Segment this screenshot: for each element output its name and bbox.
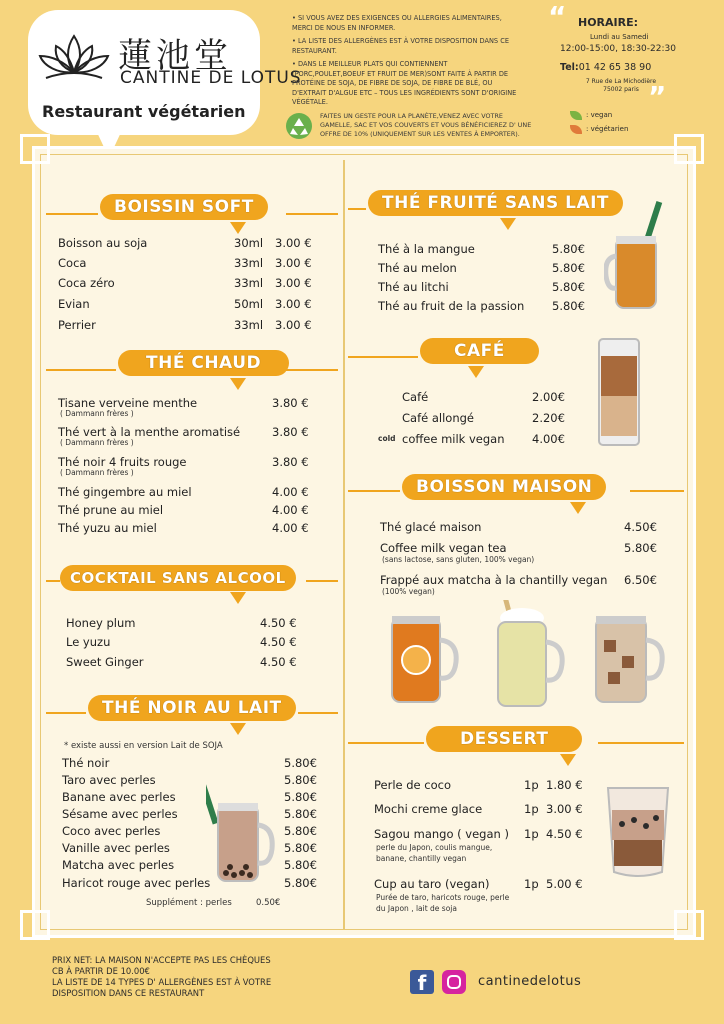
soft-item-price: 3.00 € xyxy=(275,276,312,290)
house-drinks-jars-icon xyxy=(388,600,668,710)
hours-box xyxy=(548,0,676,113)
the-noir-item-name: Thé noir xyxy=(62,756,110,770)
frame-corner xyxy=(674,134,704,164)
dessert-item-name: Mochi creme glace xyxy=(374,802,483,816)
the-noir-item-name: Haricot rouge avec perles xyxy=(62,876,211,890)
banner-tail xyxy=(230,378,246,390)
banner-tail xyxy=(230,592,246,604)
the-noir-item-name: Vanille avec perles xyxy=(62,841,170,855)
the-chaud-item-price: 4.00 € xyxy=(272,485,309,499)
maison-item-name: Thé glacé maison xyxy=(380,520,482,534)
dessert-item-unit: 1p xyxy=(524,778,539,792)
soft-item-name: Coca xyxy=(58,256,87,270)
soft-item-volume: 33ml xyxy=(234,256,264,270)
dessert-item-note: perle du Japon, coulis mangue, banane, chantilly vegan xyxy=(376,843,493,863)
restaurant-name: CANTINE DE LOTUS xyxy=(120,68,302,88)
cafe-item-price: 4.00€ xyxy=(532,432,565,446)
soft-item-volume: 33ml xyxy=(234,318,264,332)
fruite-item-name: Thé à la mangue xyxy=(378,242,475,256)
the-noir-item-price: 5.80€ xyxy=(284,824,317,838)
the-chaud-item-price: 4.00 € xyxy=(272,503,309,517)
dessert-item-price: 5.00 € xyxy=(546,877,583,891)
the-noir-item-price: 5.80€ xyxy=(284,773,317,787)
frame-corner xyxy=(20,134,50,164)
dessert-item-price: 1.80 € xyxy=(546,778,583,792)
the-chaud-item-price: 3.80 € xyxy=(272,396,309,410)
dessert-item-name: Cup au taro (vegan) xyxy=(374,877,490,891)
section-separator xyxy=(598,742,684,744)
frame-corner xyxy=(674,910,704,940)
soft-item-price: 3.00 € xyxy=(275,256,312,270)
section-separator xyxy=(348,208,366,210)
facebook-icon[interactable]: f xyxy=(410,970,434,994)
bubble-tea-jar-icon xyxy=(206,765,278,885)
the-noir-item-name: Banane avec perles xyxy=(62,790,176,804)
banner-tail xyxy=(230,723,246,735)
section-title-dessert: DESSERT xyxy=(426,726,582,752)
the-noir-item-name: Sésame avec perles xyxy=(62,807,178,821)
address-line-1: 7 Rue de La Michodière xyxy=(585,78,657,85)
dessert-cup-icon xyxy=(604,780,672,880)
soft-item-name: Evian xyxy=(58,297,90,311)
footer-notes xyxy=(52,955,322,999)
the-chaud-item-name: Tisane verveine menthe xyxy=(58,396,198,410)
section-separator xyxy=(272,369,338,371)
fruite-item-name: Thé au fruit de la passion xyxy=(378,299,525,313)
the-noir-item-price: 5.80€ xyxy=(284,807,317,821)
fruite-item-name: Thé au melon xyxy=(378,261,457,275)
the-chaud-item-name: Thé vert à la menthe aromatisé xyxy=(58,425,241,439)
the-noir-item-price: 5.80€ xyxy=(284,756,317,770)
the-noir-item-price: 5.80€ xyxy=(284,841,317,855)
hours-time: 12:00-15:00, 18:30-22:30 xyxy=(560,44,676,54)
maison-item-price: 4.50€ xyxy=(624,520,657,534)
vegan-leaf-icon xyxy=(570,111,582,120)
section-title-maison: BOISSON MAISON xyxy=(402,474,606,500)
quote-open-icon: “ xyxy=(548,0,567,33)
vegetarian-leaf-icon xyxy=(570,125,582,134)
section-separator xyxy=(46,712,86,714)
the-chaud-item-price: 3.80 € xyxy=(272,455,309,469)
section-separator xyxy=(306,580,338,582)
quote-close-icon: ” xyxy=(648,80,667,113)
hours-days: Lundi au Samedi xyxy=(590,33,649,41)
cafe-item-prefix: cold xyxy=(378,434,396,443)
soft-item-name: Perrier xyxy=(58,318,96,332)
banner-tail xyxy=(500,218,516,230)
the-noir-item-name: Matcha avec perles xyxy=(62,858,175,872)
the-chaud-item-price: 4.00 € xyxy=(272,521,309,535)
legend-vegan xyxy=(570,108,628,122)
the-chaud-item-note: ( Dammann frères ) xyxy=(60,438,134,447)
cafe-item-price: 2.20€ xyxy=(532,411,565,425)
dessert-item-note: Purée de taro, haricots rouge, perle du Japon , lait de soja xyxy=(376,893,510,913)
section-title-the-chaud: THÉ CHAUD xyxy=(118,350,289,376)
the-chaud-item-name: Thé yuzu au miel xyxy=(58,521,157,535)
legend xyxy=(570,108,628,136)
section-title-the-noir: THÉ NOIR AU LAIT xyxy=(88,695,296,721)
footer-line-1: PRIX NET: LA MAISON N'ACCEPTE PAS LES CHÈQUES xyxy=(52,955,271,965)
phone-number: 01 42 65 38 90 xyxy=(578,62,652,73)
cocktail-item-price: 4.50 € xyxy=(260,635,297,649)
address-line-2: 75002 paris xyxy=(603,86,639,93)
column-divider xyxy=(343,160,345,930)
soft-item-name: Boisson au soja xyxy=(58,236,148,250)
section-separator xyxy=(348,742,424,744)
frame-corner xyxy=(20,910,50,940)
soft-item-price: 3.00 € xyxy=(275,297,312,311)
dessert-item-name: Perle de coco xyxy=(374,778,452,792)
section-separator xyxy=(630,490,684,492)
maison-item-name: Coffee milk vegan tea xyxy=(380,541,507,555)
cafe-item-name: Café xyxy=(402,390,429,404)
cafe-item-price: 2.00€ xyxy=(532,390,565,404)
cocktail-item-name: Le yuzu xyxy=(66,635,111,649)
dessert-item-name: Sagou mango ( vegan ) xyxy=(374,827,509,841)
soft-item-volume: 33ml xyxy=(234,276,264,290)
the-chaud-item-price: 3.80 € xyxy=(272,425,309,439)
cocktail-item-price: 4.50 € xyxy=(260,616,297,630)
dessert-item-price: 4.50 € xyxy=(546,827,583,841)
note-1: • SI VOUS AVEZ DES EXIGENCES OU ALLERGIES ALIMENTAIRES, MERCI DE NOUS EN INFORMER. xyxy=(292,14,502,32)
section-separator xyxy=(46,213,98,215)
maison-item-note: (100% vegan) xyxy=(382,587,435,596)
maison-item-price: 6.50€ xyxy=(624,573,657,587)
footer-line-3: LA LISTE DE 14 TYPES D' ALLERGÈNES EST À VOTRE DISPOSITION DANS CE RESTAURANT xyxy=(52,977,272,998)
banner-tail xyxy=(468,366,484,378)
dessert-item-unit: 1p xyxy=(524,827,539,841)
section-title-cafe: CAFÉ xyxy=(420,338,539,364)
note-2: • LA LISTE DES ALLERGÈNES EST À VOTRE DISPOSITION DANS CE RESTAURANT. xyxy=(292,37,509,55)
legend-vegan-label: : vegan xyxy=(586,111,613,119)
phone-label: Tel: xyxy=(560,62,579,73)
the-chaud-item-note: ( Dammann frères ) xyxy=(60,409,134,418)
fruite-item-name: Thé au litchi xyxy=(378,280,449,294)
soft-item-volume: 50ml xyxy=(234,297,264,311)
allergy-notes xyxy=(292,14,522,112)
section-separator xyxy=(348,356,418,358)
the-chaud-item-name: Thé gingembre au miel xyxy=(58,485,192,499)
banner-tail xyxy=(230,222,246,234)
fruite-item-price: 5.80€ xyxy=(552,242,585,256)
maison-item-note: (sans lactose, sans gluten, 100% vegan) xyxy=(382,555,535,564)
the-noir-item-price: 5.80€ xyxy=(284,876,317,890)
dessert-item-unit: 1p xyxy=(524,877,539,891)
cafe-item-name: Café allongé xyxy=(402,411,474,425)
note-3: • DANS LE MEILLEUR PLATS QUI CONTIENNENT (PORC,POULET,BOEUF ET FRUIT DE MER)SONT FAITE À PARTIR DE PROTÉINE DE SOJA, DE FIBRE DE SOJA, DE FIBRE DE BLÉ, OU D'EXTRAIT D'ALGUE ETC – TOUS LES INGRÉDIENTS SONT D'ORIGINE VÉGÉTALE. xyxy=(292,60,517,106)
address xyxy=(576,78,666,94)
section-title-soft: BOISSIN SOFT xyxy=(100,194,268,220)
fruite-item-price: 5.80€ xyxy=(552,299,585,313)
recycle-icon xyxy=(284,112,314,140)
restaurant-subtitle: Restaurant végétarien xyxy=(42,102,246,121)
banner-tail xyxy=(570,502,586,514)
cocktail-item-price: 4.50 € xyxy=(260,655,297,669)
cafe-item-name: coffee milk vegan xyxy=(402,432,505,446)
soft-item-volume: 30ml xyxy=(234,236,264,250)
phone xyxy=(560,62,651,73)
the-noir-note: * existe aussi en version Lait de SOJA xyxy=(64,741,223,751)
soft-item-name: Coca zéro xyxy=(58,276,115,290)
soft-item-price: 3.00 € xyxy=(275,236,312,250)
instagram-icon-inner xyxy=(447,975,461,989)
eco-offer: FAITES UN GESTE POUR LA PLANÈTE,VENEZ AVEC VOTRE GAMELLE, SAC ET VOS COUVERTS ET VOUS BÉNÉFICIEREZ D' UNE OFFRE DE 10% (UNIQUEMENT SUR LES VENTES À EMPORTER). xyxy=(320,112,532,138)
iced-coffee-glass-icon xyxy=(596,336,642,448)
dessert-item-price: 3.00 € xyxy=(546,802,583,816)
the-noir-item-price: 5.80€ xyxy=(284,858,317,872)
section-separator xyxy=(46,580,60,582)
legend-vegetarien-label: : végétarien xyxy=(586,125,629,133)
social-handle[interactable]: cantinedelotus xyxy=(478,974,582,989)
the-chaud-item-name: Thé noir 4 fruits rouge xyxy=(58,455,187,469)
fruite-item-price: 5.80€ xyxy=(552,280,585,294)
section-separator xyxy=(298,712,338,714)
section-separator xyxy=(46,369,116,371)
the-noir-item-price: 5.80€ xyxy=(284,790,317,804)
maison-item-name: Frappé aux matcha à la chantilly vegan xyxy=(380,573,608,587)
cocktail-item-name: Sweet Ginger xyxy=(66,655,144,669)
soft-item-price: 3.00 € xyxy=(275,318,312,332)
footer-line-2: CB À PARTIR DE 10.00€ xyxy=(52,966,150,976)
fruite-item-price: 5.80€ xyxy=(552,261,585,275)
dessert-item-unit: 1p xyxy=(524,802,539,816)
maison-item-price: 5.80€ xyxy=(624,541,657,555)
supplement-label: Supplément : perles xyxy=(146,898,232,908)
hours-title: HORAIRE: xyxy=(578,16,639,29)
fruit-tea-jar-icon xyxy=(604,200,666,312)
banner-tail xyxy=(560,754,576,766)
section-title-fruite: THÉ FRUITÉ SANS LAIT xyxy=(368,190,623,216)
the-chaud-item-note: ( Dammann frères ) xyxy=(60,468,134,477)
section-separator xyxy=(348,490,400,492)
the-noir-item-name: Taro avec perles xyxy=(62,773,156,787)
cocktail-item-name: Honey plum xyxy=(66,616,136,630)
chinese-name: 蓮池堂 xyxy=(118,36,232,76)
section-separator xyxy=(286,213,338,215)
the-chaud-item-name: Thé prune au miel xyxy=(58,503,164,517)
the-noir-item-name: Coco avec perles xyxy=(62,824,161,838)
lotus-logo-icon xyxy=(36,28,112,88)
section-title-cocktail: COCKTAIL SANS ALCOOL xyxy=(60,565,296,591)
legend-vegetarien xyxy=(570,122,628,136)
supplement-price: 0.50€ xyxy=(256,898,281,908)
